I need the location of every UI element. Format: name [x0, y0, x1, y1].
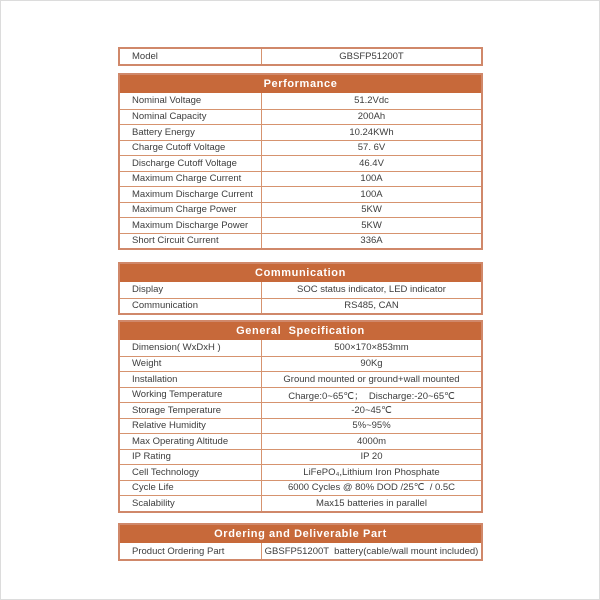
spec-value: 200Ah	[357, 111, 386, 123]
spec-label: Nominal Voltage	[120, 93, 262, 109]
spec-label: Working Temperature	[120, 388, 262, 403]
spec-value: IP 20	[360, 451, 383, 463]
table-row	[120, 202, 481, 218]
spec-label: Installation	[120, 372, 262, 387]
spec-value: 10.24KWh	[349, 126, 394, 138]
table-row	[120, 49, 481, 64]
section-header: General Specification	[120, 322, 481, 340]
spec-value: 4000m	[356, 435, 387, 447]
spec-value: 5%~95%	[352, 420, 391, 432]
spec-value: 46.4V	[359, 157, 384, 169]
spec-value: 500×170×853mm	[334, 342, 409, 354]
spec-label: Cycle Life	[120, 481, 262, 496]
section-header: Ordering and Deliverable Part	[120, 525, 481, 543]
spec-value: 5KW	[361, 219, 382, 231]
table-row	[120, 186, 481, 202]
spec-label: Maximum Charge Power	[120, 203, 262, 218]
section-header: Performance	[120, 75, 481, 93]
spec-label: Nominal Capacity	[120, 110, 262, 125]
spec-label: Battery Energy	[120, 125, 262, 140]
spec-value: RS485, CAN	[344, 300, 399, 312]
spec-value: 100A	[360, 173, 383, 185]
spec-label: Model	[120, 49, 262, 64]
section-header: Communication	[120, 264, 481, 282]
spec-value: 5KW	[361, 204, 382, 216]
spec-label: Max Operating Altitude	[120, 434, 262, 449]
table-row	[120, 109, 481, 125]
spec-label: Relative Humidity	[120, 419, 262, 434]
table-row	[120, 217, 481, 233]
table-row	[120, 124, 481, 140]
table-row	[120, 298, 481, 314]
spec-label: Maximum Discharge Current	[120, 187, 262, 202]
spec-value: GBSFP51200T	[339, 51, 404, 62]
spec-value: 100A	[360, 188, 383, 200]
spec-label: Product Ordering Part	[120, 543, 262, 559]
spec-label: Maximum Charge Current	[120, 172, 262, 187]
spec-value: GBSFP51200T battery(cable/wall mount included)	[264, 545, 479, 557]
spec-value: 51.2Vdc	[354, 95, 389, 107]
table-row	[120, 543, 481, 559]
section-ordering	[118, 523, 483, 561]
spec-label: Charge Cutoff Voltage	[120, 141, 262, 156]
table-row	[120, 282, 481, 298]
spec-label: Short Circuit Current	[120, 234, 262, 249]
spec-value: Charge:0~65℃； Discharge:-20~65℃	[288, 390, 455, 402]
spec-label: IP Rating	[120, 450, 262, 465]
spec-label: Display	[120, 282, 262, 298]
section-general-specification	[118, 320, 483, 513]
spec-value: 57. 6V	[357, 142, 386, 154]
table-row	[120, 495, 481, 511]
table-row	[120, 93, 481, 109]
table-row	[120, 449, 481, 465]
table-row	[120, 387, 481, 403]
table-row	[120, 340, 481, 356]
table-row	[120, 433, 481, 449]
section-performance	[118, 73, 483, 250]
spec-label: Weight	[120, 357, 262, 372]
table-row	[120, 464, 481, 480]
spec-value: Ground mounted or ground+wall mounted	[283, 373, 460, 385]
spec-value: Max15 batteries in parallel	[316, 497, 427, 509]
table-row	[120, 371, 481, 387]
spec-label: Maximum Discharge Power	[120, 218, 262, 233]
table-row	[120, 480, 481, 496]
spec-value: SOC status indicator, LED indicator	[297, 284, 446, 296]
table-row	[120, 140, 481, 156]
spec-label: Discharge Cutoff Voltage	[120, 156, 262, 171]
spec-value: 336A	[360, 235, 383, 247]
spec-label: Cell Technology	[120, 465, 262, 480]
spec-value: -20~45℃	[351, 404, 392, 416]
spec-value: LiFePO₄,Lithium Iron Phosphate	[303, 466, 440, 478]
spec-value: 90Kg	[360, 358, 383, 370]
table-row	[120, 155, 481, 171]
table-row	[120, 418, 481, 434]
spec-value: 6000 Cycles @ 80% DOD /25℃ / 0.5C	[287, 482, 456, 494]
spec-label: Dimension( WxDxH )	[120, 340, 262, 356]
model-table	[118, 47, 483, 66]
spec-label: Communication	[120, 299, 262, 314]
table-row	[120, 356, 481, 372]
table-row	[120, 233, 481, 249]
section-communication	[118, 262, 483, 315]
spec-label: Scalability	[120, 496, 262, 511]
table-row	[120, 402, 481, 418]
table-row	[120, 171, 481, 187]
spec-label: Storage Temperature	[120, 403, 262, 418]
